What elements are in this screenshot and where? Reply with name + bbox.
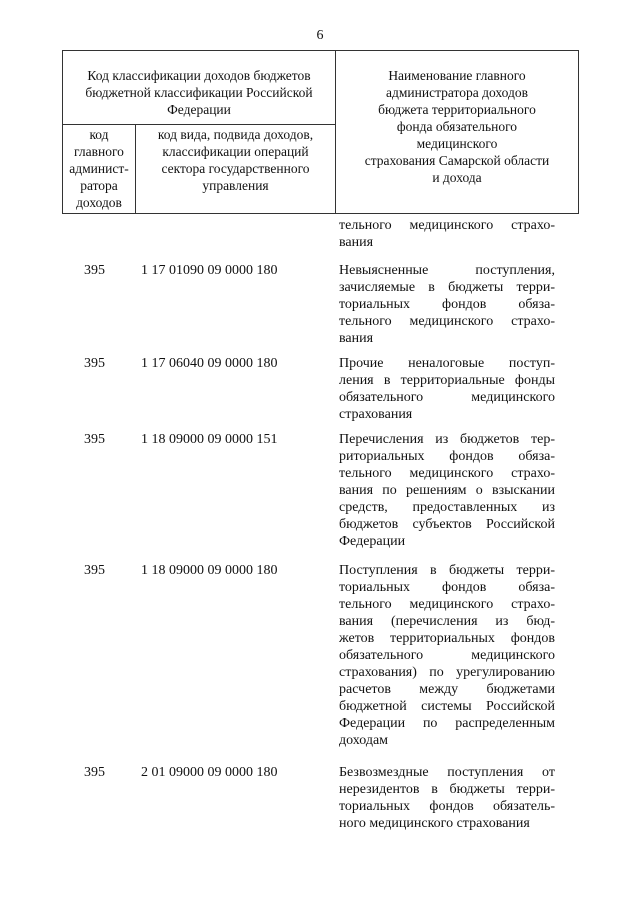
revenue-code: 1 17 06040 09 0000 180 — [141, 356, 278, 371]
desc-line: тельного медицинского страхо- — [339, 314, 555, 329]
header-name-line: страхования Самарской области — [364, 153, 550, 168]
header-name-line: Наименование главного — [388, 68, 526, 83]
page-number: 6 — [316, 28, 324, 43]
desc-line: вания — [339, 331, 374, 346]
revenue-code: 1 18 09000 09 0000 151 — [141, 432, 278, 447]
header-admin-line: код — [89, 127, 109, 142]
desc-line: жетов территориальных фондов — [339, 631, 555, 646]
desc-line: ного медицинского страхования — [339, 816, 530, 831]
desc-line: обязательного медицинского — [339, 390, 555, 405]
desc-line: Федерации — [339, 534, 406, 549]
header-admin-line: главного — [74, 144, 124, 159]
desc-line: ториальных фондов обяза- — [339, 297, 555, 312]
admin-code: 395 — [84, 563, 105, 578]
revenue-code: 2 01 09000 09 0000 180 — [141, 765, 278, 780]
desc-line: Прочие неналоговые поступ- — [339, 356, 555, 371]
desc-line: расчетов между бюджетами — [339, 682, 555, 697]
revenue-description — [339, 431, 555, 550]
desc-line: ления в территориальные фонды — [339, 373, 555, 388]
desc-line: бюджетной системы Российской — [339, 699, 555, 714]
desc-line: нерезидентов в бюджеты терри- — [339, 782, 555, 797]
continuation-description — [339, 217, 555, 251]
header-kind-line: классификации операций — [162, 144, 309, 159]
desc-line: Федерации по распределенным — [339, 716, 555, 731]
header-kind-line: код вида, подвида доходов, — [157, 127, 314, 142]
desc-line: обязательного медицинского — [339, 648, 555, 663]
header-name-line: администратора доходов — [386, 85, 528, 100]
header-divider-horizontal — [63, 124, 335, 125]
header-admin-line: ратора — [80, 178, 118, 193]
admin-code: 395 — [84, 765, 105, 780]
desc-line: тельного медицинского страхо- — [339, 597, 555, 612]
header-name-line: фонда обязательного — [396, 119, 518, 134]
admin-code: 395 — [84, 432, 105, 447]
desc-line: вания — [339, 235, 374, 250]
revenue-code: 1 18 09000 09 0000 180 — [141, 563, 278, 578]
revenue-description — [339, 764, 555, 832]
desc-line: тельного медицинского страхо- — [339, 218, 555, 233]
revenue-description — [339, 262, 555, 347]
header-administrator-name — [336, 67, 578, 186]
revenue-code: 1 17 01090 09 0000 180 — [141, 263, 278, 278]
admin-code: 395 — [84, 356, 105, 371]
desc-line: ториальных фондов обяза- — [339, 580, 555, 595]
admin-code: 395 — [84, 263, 105, 278]
desc-line: вания по решениям о взыскании — [339, 483, 555, 498]
desc-line: тельного медицинского страхо- — [339, 466, 555, 481]
header-classification-code: Код классификации доходов бюджетов бюджетной классификации Российской Федерации — [85, 68, 313, 117]
table-header — [62, 50, 579, 214]
desc-line: бюджетов субъектов Российской — [339, 517, 555, 532]
revenue-description — [339, 355, 555, 423]
desc-line: страхования) по урегулированию — [339, 665, 555, 680]
desc-line: доходам — [339, 733, 389, 748]
desc-line: Перечисления из бюджетов тер- — [339, 432, 555, 447]
header-kind-line: управления — [202, 178, 269, 193]
desc-line: ториальных фондов обязатель- — [339, 799, 555, 814]
header-kind-code — [136, 126, 335, 194]
header-admin-line: админист- — [69, 161, 129, 176]
desc-line: зачисляемые в бюджеты терри- — [339, 280, 555, 295]
desc-line: риториальных фондов обяза- — [339, 449, 555, 464]
desc-line: Безвозмездные поступления от — [339, 765, 555, 780]
desc-line: Поступления в бюджеты терри- — [339, 563, 555, 578]
desc-line: средств, предоставленных из — [339, 500, 555, 515]
header-name-line: бюджета территориального — [378, 102, 536, 117]
desc-line: страхования — [339, 407, 413, 422]
header-admin-line: доходов — [76, 195, 122, 210]
header-name-line: и дохода — [432, 170, 482, 185]
header-name-line: медицинского — [416, 136, 498, 151]
header-kind-line: сектора государственного — [161, 161, 310, 176]
desc-line: Невыясненные поступления, — [339, 263, 555, 278]
desc-line: вания (перечисления из бюд- — [339, 614, 555, 629]
header-admin-code — [63, 126, 135, 211]
revenue-description — [339, 562, 555, 749]
